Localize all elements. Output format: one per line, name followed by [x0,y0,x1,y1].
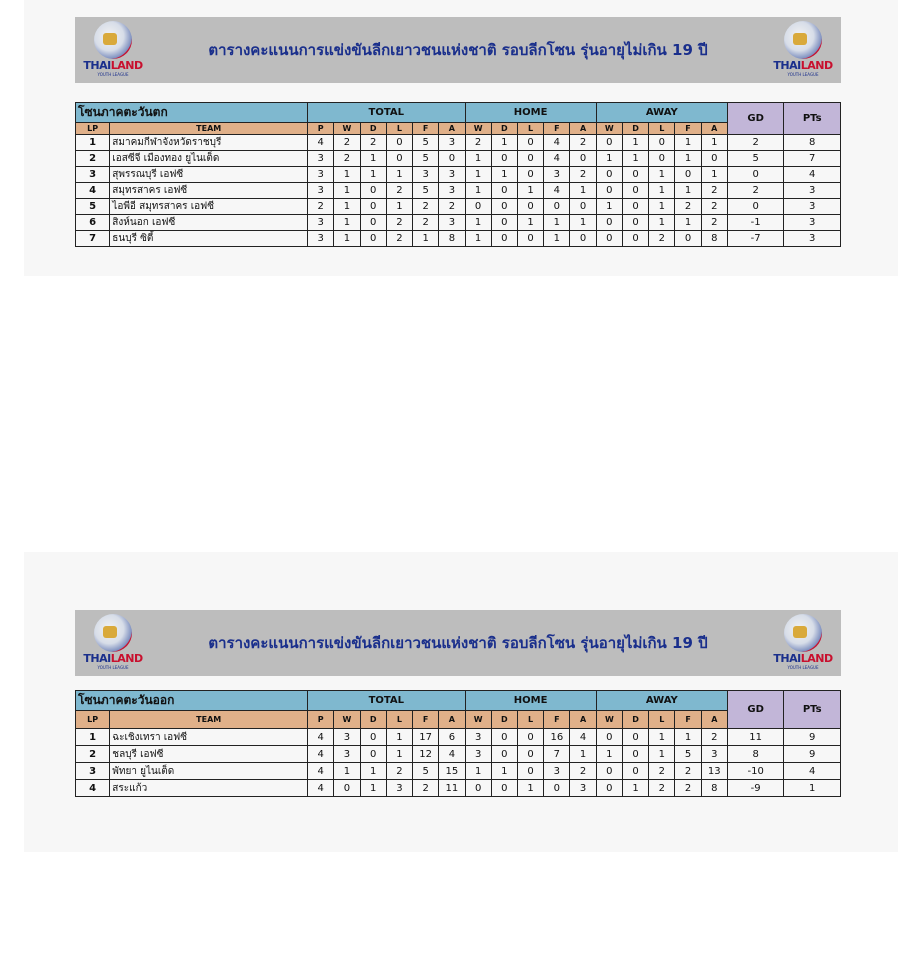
total-d-cell: 0 [360,231,386,247]
total-f-cell: 1 [413,231,439,247]
total-a-header: A [439,123,465,135]
total-a-cell: 6 [439,729,465,746]
goal-difference-cell: -9 [727,780,784,797]
away-l-cell: 0 [649,151,675,167]
away-f-cell: 0 [675,167,701,183]
away-w-cell: 1 [596,151,622,167]
total-a-cell: 4 [439,746,465,763]
away-d-header: D [622,711,648,729]
header-group-row [76,691,841,711]
standings-table-east [75,690,841,797]
home-a-cell: 2 [570,763,596,780]
header-column-row [76,123,841,135]
home-f-cell: 0 [544,199,570,215]
total-p-cell: 3 [308,151,334,167]
total-p-cell: 3 [308,231,334,247]
total-w-cell: 0 [334,780,360,797]
total-l-cell: 1 [386,746,412,763]
total-f-cell: 17 [413,729,439,746]
rank-cell: 4 [76,183,110,199]
home-f-header: F [544,123,570,135]
total-d-cell: 0 [360,183,386,199]
home-f-header: F [544,711,570,729]
home-l-cell: 0 [517,729,543,746]
total-p-cell: 3 [308,215,334,231]
total-w-cell: 2 [334,151,360,167]
away-a-header: A [701,123,727,135]
total-w-cell: 1 [334,231,360,247]
home-w-cell: 2 [465,135,491,151]
total-f-cell: 5 [413,763,439,780]
home-d-header: D [491,123,517,135]
team-name-cell: ชลบุรี เอฟซี [110,746,308,763]
table-row [76,729,841,746]
table-row [76,780,841,797]
goal-difference-cell: 0 [727,167,784,183]
rank-cell: 3 [76,763,110,780]
total-f-cell: 5 [413,135,439,151]
goal-difference-cell: 2 [727,183,784,199]
rank-cell: 6 [76,215,110,231]
total-w-header: W [334,123,360,135]
home-l-cell: 0 [517,135,543,151]
total-d-cell: 0 [360,215,386,231]
away-d-cell: 0 [622,183,648,199]
table-row [76,746,841,763]
home-w-cell: 1 [465,183,491,199]
home-a-cell: 0 [570,231,596,247]
home-d-cell: 0 [491,780,517,797]
total-f-header: F [413,711,439,729]
goal-difference-cell: 0 [727,199,784,215]
rank-cell: 2 [76,746,110,763]
total-l-cell: 2 [386,231,412,247]
table-row [76,151,841,167]
home-w-cell: 1 [465,215,491,231]
home-d-cell: 1 [491,763,517,780]
away-d-cell: 0 [622,231,648,247]
total-l-cell: 2 [386,215,412,231]
team-name-cell: พัทยา ยูไนเต็ด [110,763,308,780]
pts-header: PTs [784,691,841,729]
team-name-cell: ธนบุรี ซิตี้ [110,231,308,247]
standings-table-west [75,102,841,247]
total-l-header: L [386,123,412,135]
points-cell: 8 [784,135,841,151]
away-l-cell: 0 [649,135,675,151]
points-cell: 3 [784,183,841,199]
home-l-cell: 1 [517,215,543,231]
away-a-cell: 1 [701,135,727,151]
away-a-cell: 0 [701,151,727,167]
football-emblem-icon [94,21,132,59]
thailand-youth-league-logo: THAILAND YOUTH LEAGUE [80,21,146,79]
away-a-cell: 2 [701,199,727,215]
team-header: TEAM [110,123,308,135]
home-d-cell: 0 [491,729,517,746]
away-f-cell: 2 [675,763,701,780]
table-row [76,199,841,215]
away-d-cell: 0 [622,746,648,763]
total-f-cell: 12 [413,746,439,763]
home-w-cell: 1 [465,167,491,183]
away-w-cell: 0 [596,231,622,247]
home-a-cell: 3 [570,780,596,797]
points-cell: 9 [784,729,841,746]
table-row [76,231,841,247]
home-l-cell: 0 [517,231,543,247]
home-l-cell: 0 [517,763,543,780]
home-w-header: W [465,711,491,729]
total-f-cell: 5 [413,183,439,199]
away-f-cell: 1 [675,151,701,167]
team-name-cell: สมุทรสาคร เอฟซี [110,183,308,199]
home-l-cell: 1 [517,183,543,199]
total-p-header: P [308,711,334,729]
football-emblem-icon [784,21,822,59]
goal-difference-cell: 8 [727,746,784,763]
away-a-cell: 2 [701,729,727,746]
total-d-cell: 1 [360,780,386,797]
home-w-cell: 1 [465,151,491,167]
total-d-cell: 0 [360,729,386,746]
total-d-header: D [360,123,386,135]
thailand-youth-league-logo: THAILAND YOUTH LEAGUE [770,21,836,79]
away-l-header: L [649,711,675,729]
total-f-cell: 2 [413,780,439,797]
away-a-cell: 13 [701,763,727,780]
gd-header: GD [727,103,784,135]
home-w-cell: 1 [465,763,491,780]
total-w-cell: 1 [334,199,360,215]
home-f-cell: 1 [544,215,570,231]
team-header: TEAM [110,711,308,729]
home-w-cell: 0 [465,199,491,215]
total-l-cell: 1 [386,199,412,215]
lp-header: LP [76,711,110,729]
away-d-cell: 0 [622,763,648,780]
total-a-cell: 3 [439,215,465,231]
total-a-cell: 0 [439,151,465,167]
away-a-cell: 2 [701,183,727,199]
away-f-cell: 2 [675,780,701,797]
total-a-cell: 11 [439,780,465,797]
home-d-cell: 0 [491,746,517,763]
home-l-cell: 0 [517,746,543,763]
goal-difference-cell: -7 [727,231,784,247]
home-header: HOME [465,103,596,123]
rank-cell: 2 [76,151,110,167]
home-f-cell: 3 [544,763,570,780]
team-name-cell: สิงห์นอก เอฟซี [110,215,308,231]
total-w-cell: 3 [334,729,360,746]
team-name-cell: สมาคมกีฬาจังหวัดราชบุรี [110,135,308,151]
away-w-cell: 0 [596,780,622,797]
goal-difference-cell: 11 [727,729,784,746]
home-l-header: L [517,711,543,729]
total-f-cell: 2 [413,199,439,215]
home-w-header: W [465,123,491,135]
points-cell: 3 [784,199,841,215]
away-l-header: L [649,123,675,135]
home-a-header: A [570,711,596,729]
total-d-cell: 2 [360,135,386,151]
home-w-cell: 3 [465,729,491,746]
total-a-cell: 8 [439,231,465,247]
home-w-cell: 1 [465,231,491,247]
points-cell: 7 [784,151,841,167]
away-l-cell: 1 [649,746,675,763]
home-a-cell: 0 [570,199,596,215]
away-a-cell: 1 [701,167,727,183]
home-f-cell: 3 [544,167,570,183]
home-f-cell: 0 [544,780,570,797]
table-row [76,183,841,199]
total-a-cell: 2 [439,199,465,215]
away-d-cell: 1 [622,780,648,797]
home-a-cell: 2 [570,167,596,183]
total-l-header: L [386,711,412,729]
table-row [76,763,841,780]
total-f-cell: 3 [413,167,439,183]
away-d-header: D [622,123,648,135]
goal-difference-cell: 2 [727,135,784,151]
total-l-cell: 0 [386,151,412,167]
away-w-cell: 0 [596,167,622,183]
home-a-cell: 1 [570,215,596,231]
away-w-cell: 0 [596,135,622,151]
home-w-cell: 3 [465,746,491,763]
away-w-cell: 0 [596,763,622,780]
total-p-cell: 4 [308,729,334,746]
away-w-header: W [596,711,622,729]
total-l-cell: 0 [386,135,412,151]
points-cell: 3 [784,231,841,247]
away-f-cell: 1 [675,135,701,151]
header-group-row [76,103,841,123]
away-d-cell: 0 [622,199,648,215]
header-column-row [76,711,841,729]
home-d-cell: 0 [491,215,517,231]
total-p-cell: 4 [308,135,334,151]
total-p-cell: 4 [308,763,334,780]
total-d-cell: 0 [360,199,386,215]
away-header: AWAY [596,691,727,711]
away-l-cell: 1 [649,215,675,231]
total-header: TOTAL [308,103,465,123]
away-f-header: F [675,123,701,135]
goal-difference-cell: -10 [727,763,784,780]
football-emblem-icon [784,614,822,652]
home-d-cell: 0 [491,199,517,215]
away-a-cell: 3 [701,746,727,763]
total-w-cell: 1 [334,183,360,199]
home-f-cell: 16 [544,729,570,746]
away-w-header: W [596,123,622,135]
away-d-cell: 0 [622,729,648,746]
total-w-cell: 1 [334,215,360,231]
banner-title: ตารางคะแนนการแข่งขันลีกเยาวชนแห่งชาติ รอบลีกโซน รุ่นอายุไม่เกิน 19 ปี [208,634,708,652]
away-w-cell: 0 [596,183,622,199]
away-d-cell: 1 [622,135,648,151]
banner-west [75,17,841,83]
team-name-cell: สระแก้ว [110,780,308,797]
total-a-cell: 15 [439,763,465,780]
total-p-cell: 4 [308,780,334,797]
away-l-cell: 1 [649,729,675,746]
rank-cell: 4 [76,780,110,797]
total-d-header: D [360,711,386,729]
away-l-cell: 2 [649,780,675,797]
away-d-cell: 0 [622,215,648,231]
away-l-cell: 1 [649,199,675,215]
away-w-cell: 1 [596,746,622,763]
total-p-header: P [308,123,334,135]
home-l-header: L [517,123,543,135]
away-a-cell: 8 [701,780,727,797]
away-w-cell: 0 [596,729,622,746]
total-f-cell: 5 [413,151,439,167]
total-l-cell: 1 [386,729,412,746]
total-header: TOTAL [308,691,465,711]
points-cell: 1 [784,780,841,797]
thailand-youth-league-logo: THAILAND YOUTH LEAGUE [80,614,146,672]
home-a-cell: 2 [570,135,596,151]
total-d-cell: 1 [360,763,386,780]
home-l-cell: 0 [517,151,543,167]
total-d-cell: 1 [360,167,386,183]
total-l-cell: 2 [386,763,412,780]
total-a-cell: 3 [439,135,465,151]
total-p-cell: 3 [308,167,334,183]
gd-header: GD [727,691,784,729]
pts-header: PTs [784,103,841,135]
standings-card-east [24,552,898,852]
football-emblem-icon [94,614,132,652]
away-f-cell: 1 [675,215,701,231]
total-a-cell: 3 [439,167,465,183]
home-l-cell: 0 [517,167,543,183]
lp-header: LP [76,123,110,135]
home-l-cell: 1 [517,780,543,797]
total-f-cell: 2 [413,215,439,231]
home-a-cell: 4 [570,729,596,746]
total-p-cell: 2 [308,199,334,215]
points-cell: 4 [784,167,841,183]
thailand-youth-league-logo: THAILAND YOUTH LEAGUE [770,614,836,672]
away-f-cell: 5 [675,746,701,763]
away-d-cell: 0 [622,167,648,183]
table-row [76,135,841,151]
away-f-header: F [675,711,701,729]
away-l-cell: 1 [649,183,675,199]
away-l-cell: 2 [649,763,675,780]
away-f-cell: 2 [675,199,701,215]
home-d-cell: 0 [491,231,517,247]
table-row [76,215,841,231]
home-d-cell: 0 [491,183,517,199]
away-a-cell: 8 [701,231,727,247]
away-a-cell: 2 [701,215,727,231]
total-p-cell: 3 [308,183,334,199]
total-w-cell: 1 [334,167,360,183]
team-name-cell: เอสซีจี เมืองทอง ยูไนเต็ด [110,151,308,167]
banner-title: ตารางคะแนนการแข่งขันลีกเยาวชนแห่งชาติ รอบลีกโซน รุ่นอายุไม่เกิน 19 ปี [208,41,708,59]
away-w-cell: 0 [596,215,622,231]
away-a-header: A [701,711,727,729]
total-p-cell: 4 [308,746,334,763]
home-l-cell: 0 [517,199,543,215]
home-f-cell: 4 [544,183,570,199]
total-w-cell: 3 [334,746,360,763]
home-f-cell: 4 [544,151,570,167]
home-a-header: A [570,123,596,135]
team-name-cell: ฉะเชิงเทรา เอฟซี [110,729,308,746]
away-header: AWAY [596,103,727,123]
rank-cell: 1 [76,135,110,151]
points-cell: 4 [784,763,841,780]
away-f-cell: 1 [675,183,701,199]
points-cell: 9 [784,746,841,763]
home-d-cell: 1 [491,167,517,183]
home-d-cell: 0 [491,151,517,167]
rank-cell: 5 [76,199,110,215]
home-f-cell: 4 [544,135,570,151]
table-row [76,167,841,183]
away-f-cell: 1 [675,729,701,746]
standings-card-west [24,0,898,276]
away-w-cell: 1 [596,199,622,215]
banner-east [75,610,841,676]
zone-title: โซนภาคตะวันออก [76,691,308,711]
home-w-cell: 0 [465,780,491,797]
away-l-cell: 2 [649,231,675,247]
home-d-header: D [491,711,517,729]
total-l-cell: 2 [386,183,412,199]
goal-difference-cell: 5 [727,151,784,167]
home-a-cell: 1 [570,746,596,763]
team-name-cell: สุพรรณบุรี เอฟซี [110,167,308,183]
zone-title: โซนภาคตะวันตก [76,103,308,123]
total-d-cell: 0 [360,746,386,763]
team-name-cell: ไอพีอี สมุทรสาคร เอฟซี [110,199,308,215]
home-a-cell: 1 [570,183,596,199]
home-f-cell: 7 [544,746,570,763]
total-l-cell: 3 [386,780,412,797]
rank-cell: 1 [76,729,110,746]
rank-cell: 7 [76,231,110,247]
total-w-cell: 1 [334,763,360,780]
home-header: HOME [465,691,596,711]
total-d-cell: 1 [360,151,386,167]
rank-cell: 3 [76,167,110,183]
total-a-cell: 3 [439,183,465,199]
home-a-cell: 0 [570,151,596,167]
total-w-header: W [334,711,360,729]
total-f-header: F [413,123,439,135]
total-a-header: A [439,711,465,729]
total-w-cell: 2 [334,135,360,151]
away-d-cell: 1 [622,151,648,167]
total-l-cell: 1 [386,167,412,183]
goal-difference-cell: -1 [727,215,784,231]
away-f-cell: 0 [675,231,701,247]
away-l-cell: 1 [649,167,675,183]
home-f-cell: 1 [544,231,570,247]
home-d-cell: 1 [491,135,517,151]
points-cell: 3 [784,215,841,231]
